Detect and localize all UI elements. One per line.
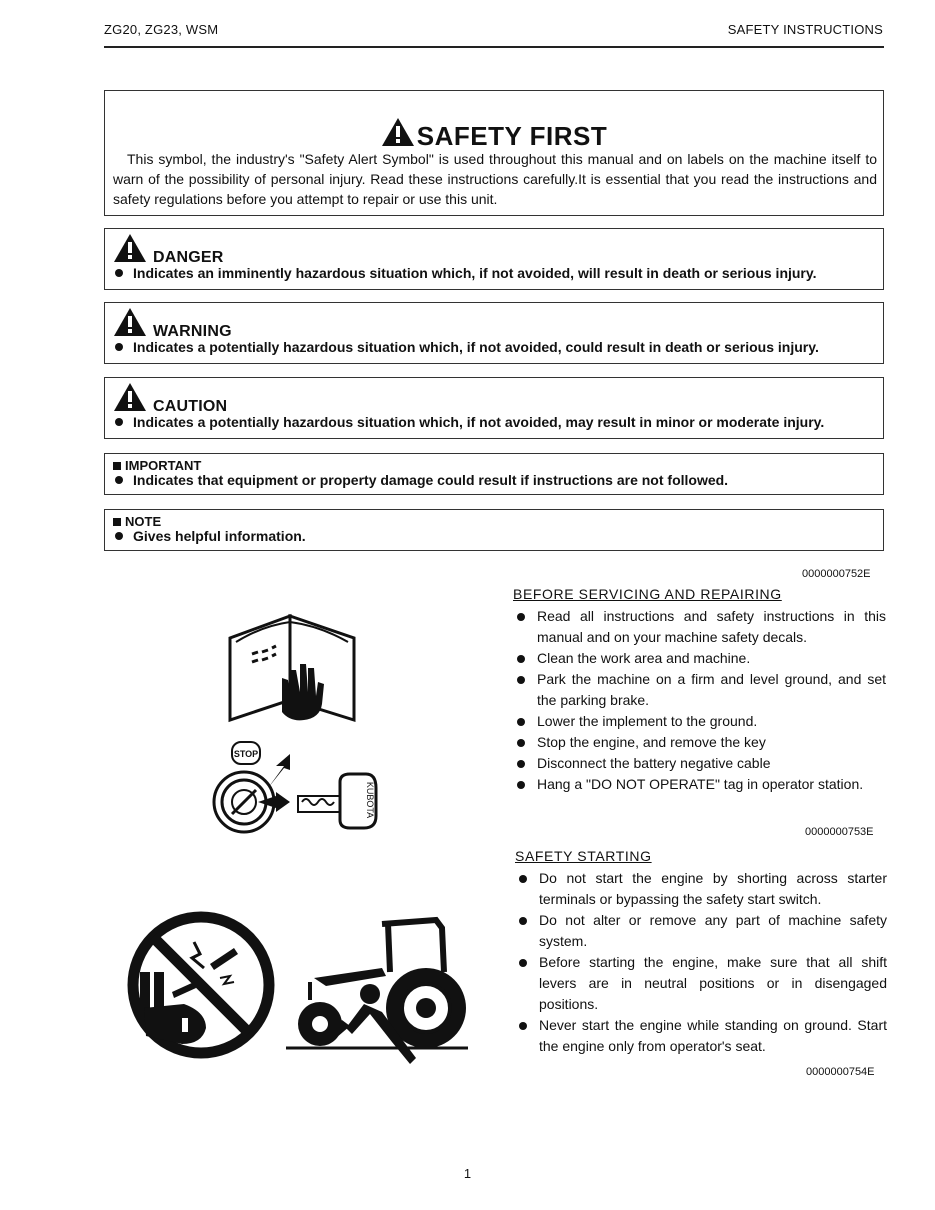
safety-starting-title: SAFETY STARTING — [515, 848, 652, 864]
no-shorting-icon — [122, 906, 280, 1064]
important-title: IMPORTANT — [125, 458, 202, 473]
list-item: Read all instructions and safety instructions in this manual and on your machine safety decals. — [513, 606, 886, 648]
safety-first-title: SAFETY FIRST — [416, 121, 608, 151]
safety-first-heading — [105, 117, 883, 152]
section-code: 0000000754E — [806, 1066, 875, 1078]
warning-description — [115, 339, 819, 355]
list-item: Do not alter or remove any part of machine safety system. — [515, 910, 887, 952]
warning-box — [104, 302, 884, 364]
note-description — [115, 528, 306, 544]
bullet-icon — [517, 655, 525, 663]
bullet-icon — [115, 418, 123, 426]
danger-box — [104, 228, 884, 290]
warning-title: WARNING — [153, 323, 232, 340]
list-item: Lower the implement to the ground. — [513, 711, 886, 732]
important-box — [104, 453, 884, 495]
bullet-icon — [519, 917, 527, 925]
stop-label: STOP — [233, 749, 259, 759]
bullet-icon — [517, 718, 525, 726]
list-item: Before starting the engine, make sure that all shift levers are in neutral positions or in disengaged positions. — [515, 952, 887, 1015]
warning-text: Indicates a potentially hazardous situation which, if not avoided, could result in death or serious injury. — [133, 339, 819, 355]
bullet-icon — [115, 476, 123, 484]
before-servicing-list — [513, 606, 886, 795]
note-title: NOTE — [125, 514, 162, 529]
caution-text: Indicates a potentially hazardous situation which, if not avoided, may result in minor or moderate injury. — [133, 414, 825, 430]
list-item: Clean the work area and machine. — [513, 648, 886, 669]
list-item: Disconnect the battery negative cable — [513, 753, 886, 774]
square-bullet-icon — [113, 462, 121, 470]
important-heading — [113, 458, 201, 473]
read-manual-icon — [224, 608, 360, 726]
danger-alert-icon — [113, 233, 147, 263]
note-heading — [113, 514, 161, 529]
safety-starting-list — [515, 868, 887, 1057]
header-rule — [104, 46, 884, 48]
list-item: Hang a "DO NOT OPERATE" tag in operator station. — [513, 774, 886, 795]
list-item: Park the machine on a firm and level ground, and set the parking brake. — [513, 669, 886, 711]
header-right: SAFETY INSTRUCTIONS — [727, 22, 883, 37]
bullet-icon — [115, 532, 123, 540]
caution-alert-icon — [113, 382, 147, 412]
caution-box — [104, 377, 884, 439]
bullet-icon — [519, 959, 527, 967]
note-box — [104, 509, 884, 551]
bullet-icon — [517, 760, 525, 768]
list-item: Stop the engine, and remove the key — [513, 732, 886, 753]
note-text: Gives helpful information. — [133, 528, 306, 544]
bullet-icon — [517, 676, 525, 684]
bullet-icon — [115, 269, 123, 277]
safety-first-text: This symbol, the industry's "Safety Alert Symbol" is used throughout this manual and on labels on the machine itself to warn of the possibility of personal injury. Read these instructions carefully.It is essential that you read the instructions and safety regulations before you attempt to repair or use this unit. — [113, 151, 877, 207]
bullet-icon — [517, 781, 525, 789]
section-code: 0000000752E — [802, 568, 871, 580]
caution-title: CAUTION — [153, 398, 228, 415]
ignition-key-icon — [210, 738, 382, 842]
warning-alert-icon — [113, 307, 147, 337]
bullet-icon — [519, 875, 527, 883]
danger-title: DANGER — [153, 249, 224, 266]
header-left: ZG20, ZG23, WSM — [104, 22, 219, 37]
before-servicing-title: BEFORE SERVICING AND REPAIRING — [513, 586, 782, 602]
important-description — [115, 472, 728, 488]
safety-alert-icon — [381, 117, 415, 147]
tractor-runover-icon — [286, 916, 470, 1066]
bullet-icon — [517, 739, 525, 747]
safety-first-box — [104, 90, 884, 216]
bullet-icon — [519, 1022, 527, 1030]
page-number: 1 — [463, 1166, 472, 1181]
key-brand-label: KUBOTA — [365, 781, 375, 819]
list-item: Never start the engine while standing on ground. Start the engine only from operator's seat. — [515, 1015, 887, 1057]
danger-text: Indicates an imminently hazardous situation which, if not avoided, will result in death or serious injury. — [133, 265, 817, 281]
bullet-icon — [115, 343, 123, 351]
important-text: Indicates that equipment or property damage could result if instructions are not followed. — [133, 472, 729, 488]
section-code: 0000000753E — [805, 826, 874, 838]
danger-description — [115, 265, 817, 281]
list-item: Do not start the engine by shorting across starter terminals or bypassing the safety start switch. — [515, 868, 887, 910]
bullet-icon — [517, 613, 525, 621]
caution-description — [115, 414, 824, 430]
square-bullet-icon — [113, 518, 121, 526]
